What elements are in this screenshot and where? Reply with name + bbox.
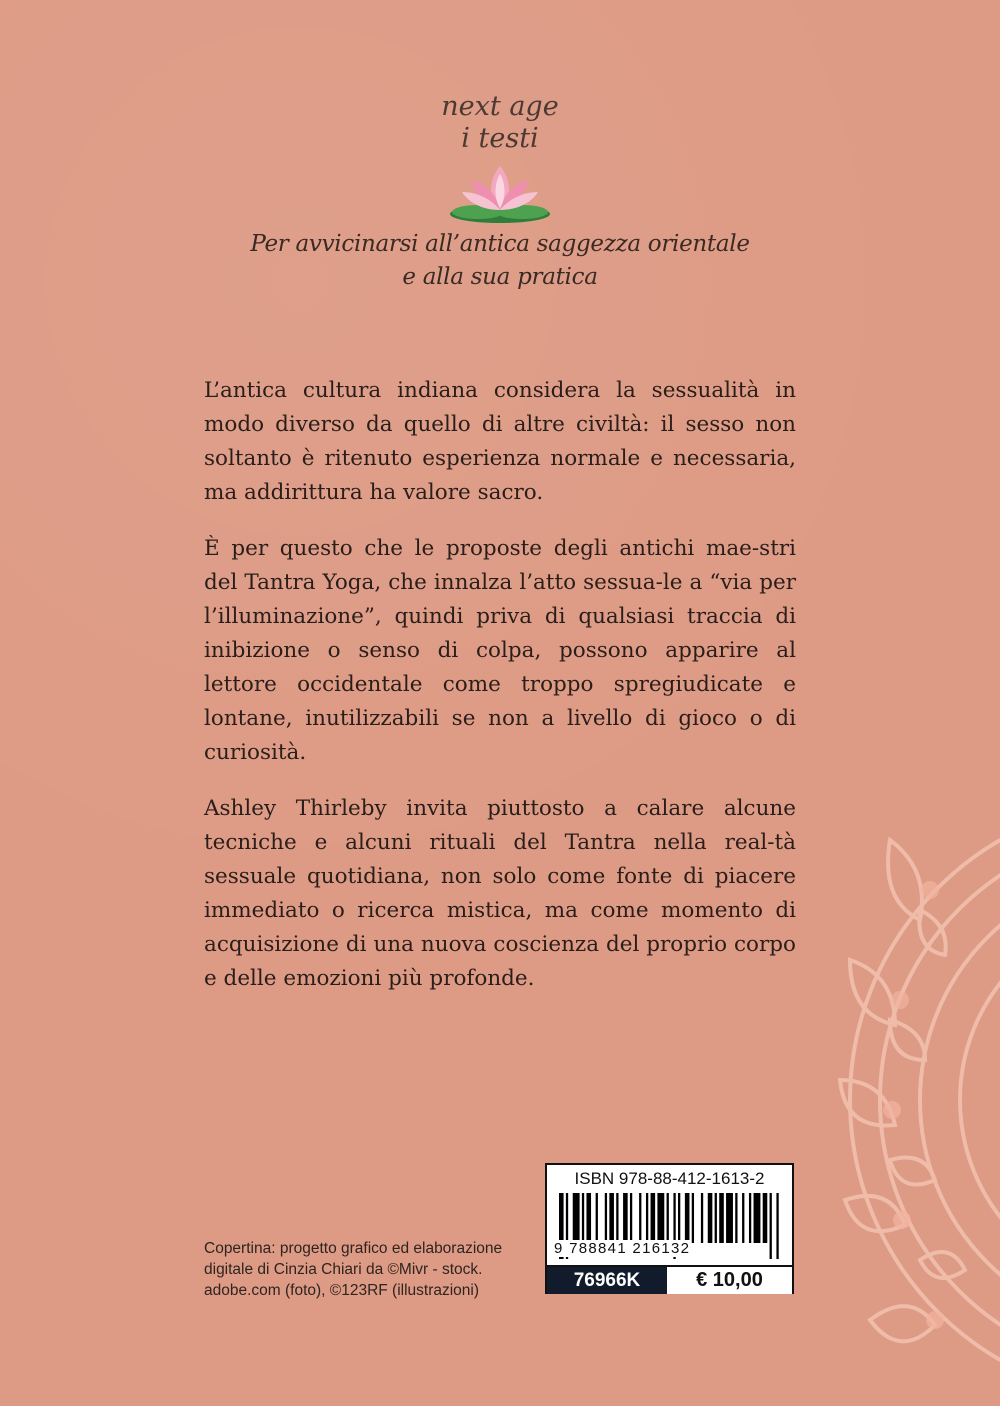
tagline-line-1: Per avvicinarsi all’antica saggezza orientale bbox=[250, 231, 750, 257]
blurb-paragraph: È per questo che le proposte degli antichi mae-stri del Tantra Yoga, che innalza l’atto sessua-le a “via per l’illuminazione”, quindi priva di qualsiasi traccia di inibizione o senso di colpa, possono apparire al lettore occidentale come troppo spregiudicate e lontane, inutilizzabili se non a livello di gioco o di curiosità. bbox=[204, 536, 796, 765]
barcode-panel bbox=[545, 1163, 794, 1294]
lotus-icon bbox=[448, 160, 552, 228]
tagline-line-2: e alla sua pratica bbox=[402, 264, 598, 290]
mandala-ornament-top bbox=[360, 0, 640, 40]
blurb bbox=[204, 374, 796, 1018]
isbn-label: ISBN 978-88-412-1613-2 bbox=[574, 1169, 765, 1188]
price: € 10,00 bbox=[667, 1267, 792, 1294]
barcode-digits: 9 788841 216132 bbox=[554, 1240, 691, 1257]
blurb-paragraph: L’antica cultura indiana considera la sessualità in modo diverso da quello di altre civiltà: il sesso non soltanto è ritenuto esperienza normale e necessaria, ma addirittura ha valore sacro. bbox=[204, 378, 796, 505]
cover-credits: Copertina: progetto grafico ed elaborazione digitale di Cinzia Chiari da ©Mivr - stock. adobe.com (foto), ©123RF (illustrazioni) bbox=[204, 1240, 503, 1299]
blurb-paragraph: Ashley Thirleby invita piuttosto a calare alcune tecniche e alcuni rituali del Tantra nella real-tà sessuale quotidiana, non solo come fonte di piacere immediato o ricerca mistica, ma come momento di acquisizione di una nuova coscienza del proprio corpo e delle emozioni più profonde. bbox=[204, 796, 796, 991]
product-code: 76966K bbox=[547, 1267, 667, 1294]
series-name: next age bbox=[441, 91, 559, 122]
mandala-ornament-right bbox=[830, 780, 1000, 1406]
series-subtitle: i testi bbox=[461, 123, 539, 154]
price-row bbox=[547, 1265, 792, 1294]
